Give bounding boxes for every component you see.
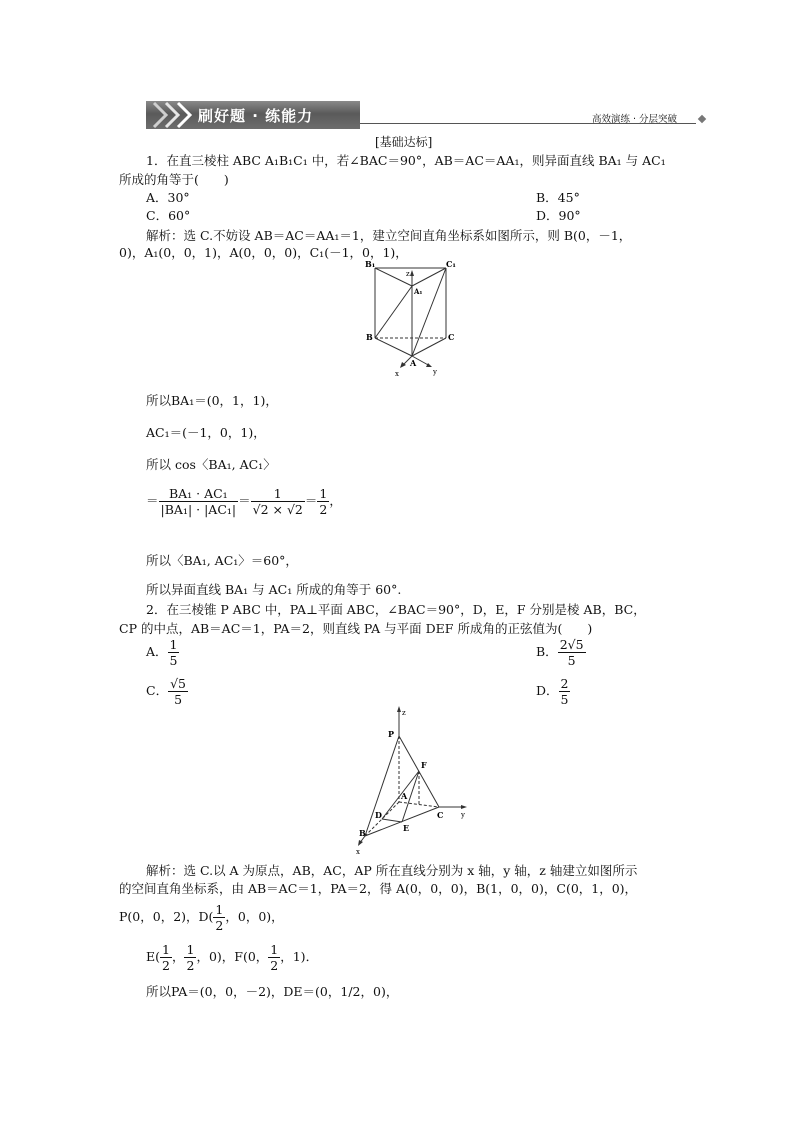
q2-option-b: B． $\frac{2√5}{5}$ bbox=[536, 637, 584, 668]
q1-calc-ac1: AC₁＝(－1，0，1)， bbox=[146, 425, 266, 440]
q1-cos-formula: ＝ $\frac{\text{BA₁ · AC₁}}{\text{|BA₁| · |AC₁|}}$ ＝ $\frac{1}{√2 \times √2}$ ＝ $\frac{1}{2}$ ， bbox=[146, 486, 342, 517]
fig1-label-b: B bbox=[366, 332, 373, 342]
q1-conclusion: 所以异面直线 BA₁ 与 AC₁ 所成的角等于 60°. bbox=[146, 582, 402, 597]
q1-calc-cos: 所以 cos〈BA₁, AC₁〉 bbox=[146, 457, 276, 472]
q2-solution-vectors: 所以PA＝(0，0，－2)，DE＝(0，1/2，0)， bbox=[146, 984, 399, 999]
q2-coords-pd: P(0，0，2)，D( $\frac{1}{2}$ ，0，0)， bbox=[119, 902, 284, 933]
fig1-label-y: y bbox=[433, 368, 437, 376]
fig2-label-y: y bbox=[461, 811, 465, 819]
fig2-label-b: B bbox=[359, 828, 366, 838]
fig2-label-x: x bbox=[356, 848, 360, 856]
header-banner bbox=[146, 101, 360, 129]
header-subtitle: 高效演练 · 分层突破 bbox=[592, 114, 678, 125]
q1-option-c: C．60° bbox=[146, 208, 191, 223]
q1-calc-angle: 所以〈BA₁, AC₁〉＝60°， bbox=[146, 553, 298, 568]
q2-stem-line2: CP 的中点，AB＝AC＝1，PA＝2，则直线 PA 与平面 DEF 所成角的正弦值为( ) bbox=[119, 621, 593, 636]
q1-solution-line1: 解析：选 C.不妨设 AB＝AC＝AA₁＝1，建立空间直角坐标系如图所示，则 B(0，－1， bbox=[146, 228, 632, 243]
q2-tetrahedron-figure bbox=[355, 706, 475, 856]
fig2-label-d: D bbox=[375, 810, 382, 820]
fig2-label-z: z bbox=[402, 709, 406, 717]
q2-option-b-label: B． bbox=[536, 644, 558, 659]
fig1-label-x: x bbox=[395, 370, 399, 378]
fig1-label-a1: A₁ bbox=[414, 287, 423, 296]
fig1-label-c1: C₁ bbox=[446, 259, 456, 269]
q2-option-a-label: A． bbox=[146, 644, 168, 659]
q2-option-c: C． $\frac{√5}{5}$ bbox=[146, 676, 186, 707]
q1-stem-line2: 所成的角等于( ) bbox=[119, 172, 229, 187]
q2-stem-line1: 2．在三棱锥 P ABC 中，PA⊥平面 ABC，∠BAC＝90°，D，E，F 分别是棱 AB，BC， bbox=[146, 602, 646, 617]
diamond-icon bbox=[698, 115, 706, 123]
fig2-label-e: E bbox=[403, 823, 410, 833]
fig1-label-z: z bbox=[406, 270, 410, 278]
q2-solution-line2: 的空间直角坐标系，由 AB＝AC＝1，PA＝2，得 A(0，0，0)，B(1，0，0)，C(0，1，0)， bbox=[119, 881, 638, 896]
header-title: 刷好题 · 练能力 bbox=[198, 107, 314, 125]
fig2-label-c: C bbox=[437, 810, 444, 820]
q1-option-b: B．45° bbox=[536, 190, 580, 205]
section-title: [基础达标] bbox=[375, 135, 433, 149]
q2-coords-ef: E( $\frac{1}{2}$ ， $\frac{1}{2}$ ，0)，F(0， $\frac{1}{2}$ ，1)． bbox=[146, 942, 319, 973]
fig2-label-a: A bbox=[401, 791, 408, 801]
q1-solution-line2: 0)，A₁(0，0，1)，A(0，0，0)，C₁(－1，0，1)， bbox=[119, 245, 408, 260]
q1-prism-figure bbox=[362, 256, 462, 380]
fig1-label-a: A bbox=[410, 358, 417, 368]
fig1-label-b1: B₁ bbox=[365, 259, 376, 269]
q1-stem-line1: 1．在直三棱柱 ABC A₁B₁C₁ 中，若∠BAC＝90°，AB＝AC＝AA₁，则异面直线 BA₁ 与 AC₁ bbox=[146, 153, 666, 168]
chevron-icon bbox=[146, 101, 206, 129]
q2-solution-line1: 解析：选 C.以 A 为原点，AB，AC，AP 所在直线分别为 x 轴，y 轴，z 轴建立如图所示 bbox=[146, 863, 638, 878]
fig2-label-p: P bbox=[388, 729, 395, 739]
q2-option-a: A． $\frac{1}{5}$ bbox=[146, 637, 178, 668]
q2-option-d-label: D． bbox=[536, 683, 559, 698]
q1-calc-ba1: 所以BA₁＝(0，1，1)， bbox=[146, 393, 278, 408]
fig1-label-c: C bbox=[448, 332, 455, 342]
fig2-label-f: F bbox=[421, 760, 427, 770]
q1-option-a: A．30° bbox=[146, 190, 190, 205]
q2-option-d: D． $\frac{2}{5}$ bbox=[536, 676, 569, 707]
q1-option-d: D．90° bbox=[536, 208, 581, 223]
q2-option-c-label: C． bbox=[146, 683, 169, 698]
